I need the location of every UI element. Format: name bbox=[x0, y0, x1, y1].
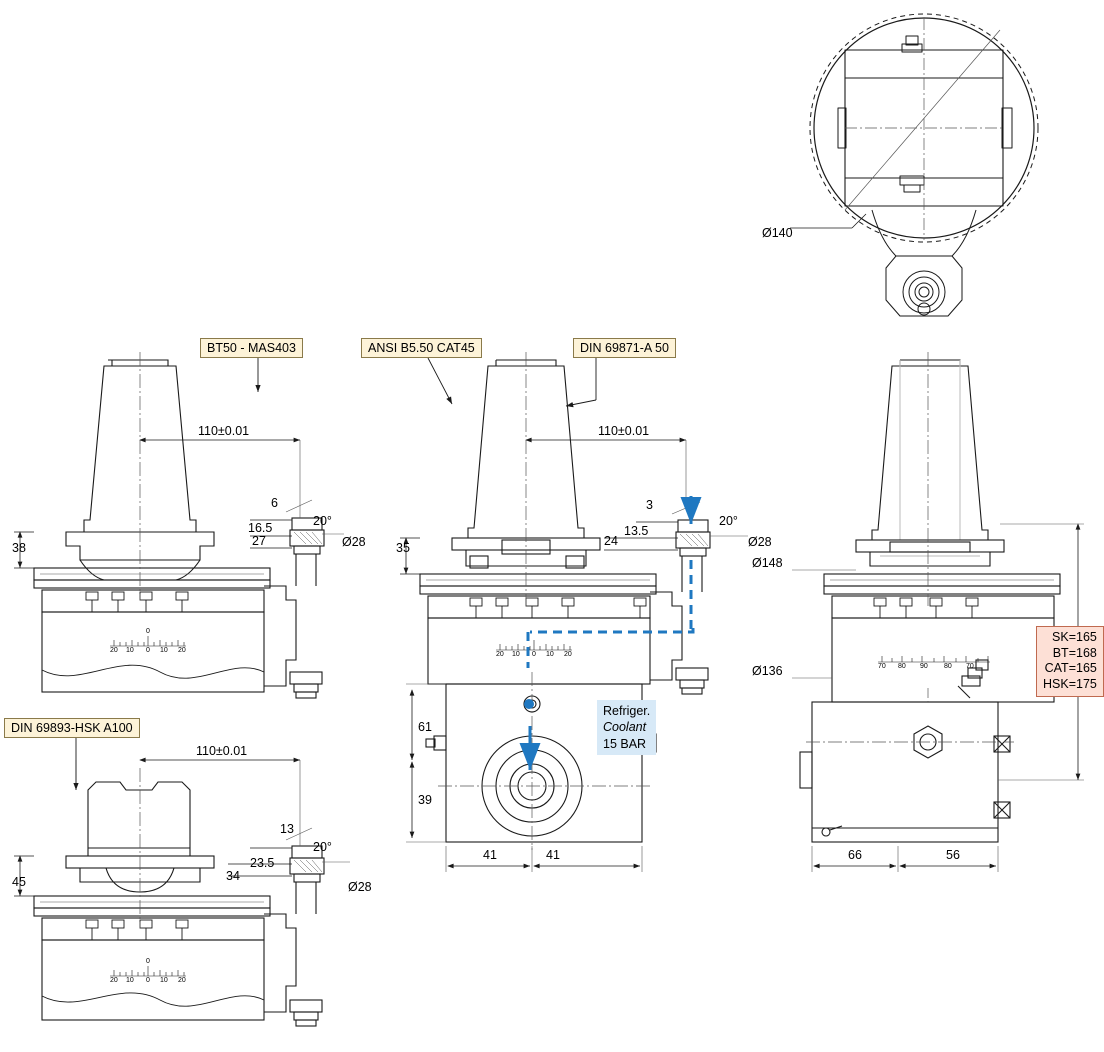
view-hsk-group bbox=[34, 768, 324, 1026]
dim-bt50-length: 110±0.01 bbox=[198, 424, 250, 438]
coolant-note bbox=[597, 700, 656, 755]
ruler-hsk-label-3: 10 bbox=[160, 977, 168, 984]
dim-cat45-35: 35 bbox=[396, 541, 410, 555]
dim-cat45-41-right: 41 bbox=[546, 848, 560, 862]
dim-cat45-39: 39 bbox=[418, 793, 432, 807]
ruler-hsk-label-0: 20 bbox=[110, 977, 118, 984]
dim-hsk-45: 45 bbox=[12, 875, 26, 889]
length-sk: SK=165 bbox=[1052, 630, 1097, 644]
ruler-left-label-4: 20 bbox=[178, 647, 186, 654]
dim-bt50-6: 6 bbox=[271, 496, 278, 510]
callout-leaders bbox=[76, 356, 596, 790]
coolant-line-3: 15 BAR bbox=[603, 736, 647, 751]
dim-hsk-angle: 20° bbox=[313, 840, 332, 854]
ruler-hsk-label-1: 10 bbox=[126, 977, 134, 984]
ruler-left-label-0: 20 bbox=[110, 647, 118, 654]
scale-ruler-center bbox=[496, 640, 572, 650]
dim-cat45-angle: 20° bbox=[719, 514, 738, 528]
scale-ruler-hsk bbox=[110, 966, 186, 976]
ruler-center-label-0: 20 bbox=[496, 651, 504, 658]
dim-right-d148: Ø148 bbox=[752, 556, 783, 570]
view-hsk-dims bbox=[14, 760, 350, 896]
ruler-right-label-4: 70 bbox=[966, 663, 974, 670]
length-hsk: HSK=175 bbox=[1043, 676, 1097, 691]
callout-din50[interactable]: DIN 69871-A 50 bbox=[573, 338, 676, 358]
ruler-left-zero: 0 bbox=[146, 628, 150, 635]
dim-cat45-61: 61 bbox=[418, 720, 432, 734]
dim-bt50-38: 38 bbox=[12, 541, 26, 555]
dim-bt50-27: 27 bbox=[252, 534, 266, 548]
dim-hsk-d28: Ø28 bbox=[348, 880, 372, 894]
ruler-left-label-2: 0 bbox=[146, 647, 150, 654]
dim-cat45-3: 3 bbox=[646, 498, 653, 512]
dim-bt50-angle: 20° bbox=[313, 514, 332, 528]
length-cat: CAT=165 bbox=[1044, 661, 1097, 676]
ruler-left-label-1: 10 bbox=[126, 647, 134, 654]
coolant-line-2: Coolant bbox=[603, 720, 647, 735]
length-bt: BT=168 bbox=[1052, 645, 1097, 660]
ruler-center-label-4: 20 bbox=[564, 651, 572, 658]
dim-hsk-34: 34 bbox=[226, 869, 240, 883]
view-cat45-group bbox=[420, 352, 710, 850]
dim-cat45-135: 13.5 bbox=[624, 524, 649, 538]
top-view-group bbox=[790, 14, 1038, 316]
coolant-port-dot bbox=[524, 699, 534, 709]
callout-hsk100[interactable]: DIN 69893-HSK A100 bbox=[4, 718, 140, 738]
dim-right-66: 66 bbox=[848, 848, 862, 862]
callout-lengths[interactable] bbox=[1036, 626, 1104, 697]
dim-cat45-41-left: 41 bbox=[483, 848, 497, 862]
view-right-dims bbox=[792, 524, 1084, 872]
dim-right-56: 56 bbox=[946, 848, 960, 862]
ruler-right-label-2: 90 bbox=[920, 663, 928, 670]
ruler-center-label-1: 10 bbox=[512, 651, 520, 658]
scale-ruler-left bbox=[110, 636, 186, 646]
callout-bt50[interactable]: BT50 - MAS403 bbox=[200, 338, 303, 358]
ruler-left-label-3: 10 bbox=[160, 647, 168, 654]
dim-cat45-d28: Ø28 bbox=[748, 535, 772, 549]
ruler-right-label-3: 80 bbox=[944, 663, 952, 670]
scale-ruler-right bbox=[878, 656, 990, 662]
ruler-center-label-2: 0 bbox=[532, 651, 536, 658]
ruler-hsk-zero: 0 bbox=[146, 958, 150, 965]
view-right-group bbox=[800, 352, 1060, 842]
dim-cat45-length: 110±0.01 bbox=[598, 424, 650, 438]
callout-cat45[interactable]: ANSI B5.50 CAT45 bbox=[361, 338, 482, 358]
dim-top-diameter: Ø140 bbox=[762, 226, 793, 240]
ruler-hsk-label-4: 20 bbox=[178, 977, 186, 984]
dim-right-d136: Ø136 bbox=[752, 664, 783, 678]
dim-bt50-165: 16.5 bbox=[248, 521, 273, 535]
dim-bt50-d28: Ø28 bbox=[342, 535, 366, 549]
dim-hsk-length: 110±0.01 bbox=[196, 744, 248, 758]
coolant-line-1: Refriger. bbox=[603, 704, 651, 718]
dim-hsk-13: 13 bbox=[280, 822, 294, 836]
dim-cat45-24: 24 bbox=[604, 534, 618, 548]
ruler-right-label-0: 70 bbox=[878, 663, 886, 670]
ruler-hsk-label-2: 0 bbox=[146, 977, 150, 984]
ruler-center-label-3: 10 bbox=[546, 651, 554, 658]
view-cat45-dims bbox=[400, 440, 748, 872]
dim-hsk-235: 23.5 bbox=[250, 856, 275, 870]
ruler-right-label-1: 80 bbox=[898, 663, 906, 670]
